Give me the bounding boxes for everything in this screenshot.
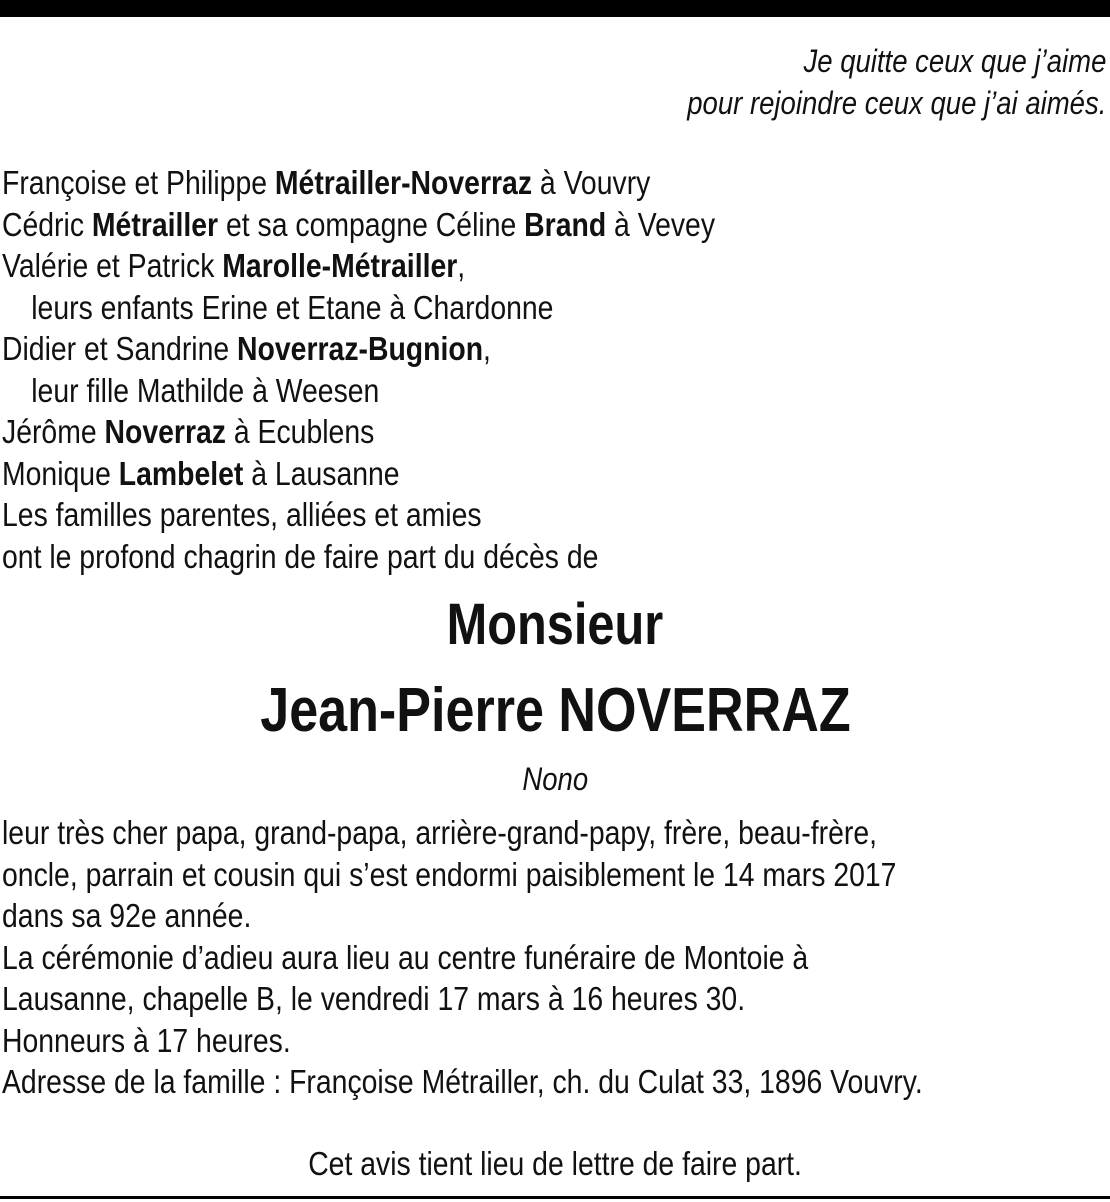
honorific-text: Monsieur bbox=[446, 592, 664, 657]
family-text: à Lausanne bbox=[243, 454, 400, 492]
body-line: Honneurs à 17 heures. bbox=[2, 1021, 291, 1059]
top-rule bbox=[0, 0, 1110, 17]
body-line: leur très cher papa, grand-papa, arrière-grand-papy, frère, beau-frère, bbox=[2, 814, 877, 851]
nickname bbox=[0, 758, 1110, 800]
family-text: Didier et Sandrine bbox=[2, 330, 238, 367]
honorific bbox=[0, 590, 1110, 660]
family-text: Valérie et Patrick bbox=[2, 247, 223, 284]
family-text: à Vouvry bbox=[532, 164, 651, 201]
nickname-text: Nono bbox=[522, 761, 588, 797]
family-text: et sa compagne Céline bbox=[218, 205, 525, 243]
body-line: La cérémonie d’adieu aura lieu au centre funéraire de Montoie à bbox=[2, 938, 809, 976]
family-surname: Marolle-Métrailler bbox=[222, 247, 458, 284]
epigraph-line: Je quitte ceux que j’aime bbox=[803, 43, 1106, 79]
family-text: Françoise et Philippe bbox=[2, 164, 275, 201]
deceased-name-text: Jean-Pierre NOVERRAZ bbox=[259, 676, 851, 745]
family-surname: Métrailler-Noverraz bbox=[274, 164, 533, 201]
family-line: leur fille Mathilde à Weesen bbox=[31, 371, 380, 409]
closing-text: Cet avis tient lieu de lettre de faire part. bbox=[308, 1145, 802, 1182]
family-surname: Métrailler bbox=[91, 205, 219, 243]
family-line bbox=[2, 453, 715, 495]
family-surname: Brand bbox=[524, 205, 607, 243]
bottom-rule bbox=[0, 1196, 1110, 1199]
family-list bbox=[2, 162, 715, 577]
family-text: à Ecublens bbox=[225, 413, 375, 450]
deceased-name bbox=[0, 673, 1110, 749]
family-text: Jérôme bbox=[2, 413, 105, 450]
family-line bbox=[2, 328, 715, 370]
family-surname: Noverraz bbox=[104, 413, 226, 450]
announcement-body bbox=[2, 812, 923, 1103]
family-surname: Lambelet bbox=[118, 454, 244, 492]
epigraph bbox=[687, 40, 1106, 124]
family-line bbox=[2, 162, 715, 204]
family-text: , bbox=[457, 247, 466, 284]
family-line: ont le profond chagrin de faire part du décès de bbox=[2, 537, 599, 575]
closing-note bbox=[0, 1143, 1110, 1185]
family-text: Cédric bbox=[2, 205, 92, 243]
family-line bbox=[2, 411, 715, 453]
epigraph-line: pour rejoindre ceux que j’ai aimés. bbox=[686, 85, 1106, 121]
family-text: à Vevey bbox=[606, 205, 716, 243]
family-line bbox=[2, 245, 715, 287]
family-line bbox=[2, 204, 715, 246]
body-line: oncle, parrain et cousin qui s’est endormi paisiblement le 14 mars 2017 bbox=[2, 855, 897, 893]
family-text: , bbox=[483, 330, 491, 367]
body-line: Lausanne, chapelle B, le vendredi 17 mars à 16 heures 30. bbox=[2, 980, 746, 1017]
family-surname: Noverraz-Bugnion bbox=[237, 330, 484, 367]
family-line: Les familles parentes, alliées et amies bbox=[2, 496, 482, 533]
body-line: Adresse de la famille : Françoise Métrailler, ch. du Culat 33, 1896 Vouvry. bbox=[2, 1063, 923, 1100]
family-line: leurs enfants Erine et Etane à Chardonne bbox=[31, 288, 554, 326]
body-line: dans sa 92e année. bbox=[2, 897, 252, 934]
family-text: Monique bbox=[2, 454, 119, 492]
